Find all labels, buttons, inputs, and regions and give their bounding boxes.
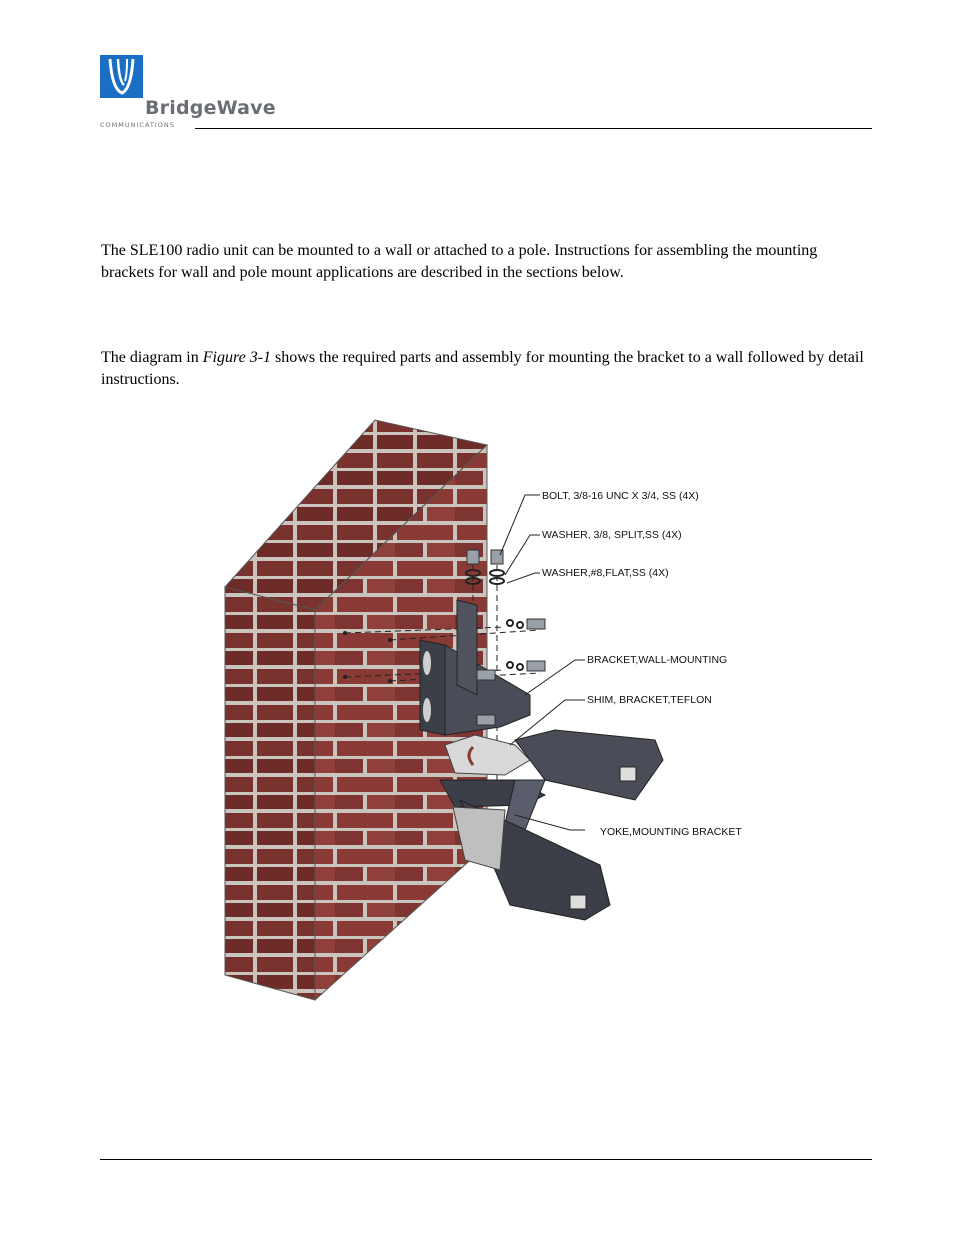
logo-mark-icon <box>100 55 143 98</box>
intro-paragraph: The SLE100 radio unit can be mounted to a wall or attached to a pole. Instructions for assembling the mounting brackets for wall and pole mount applications are described in the sections below. <box>101 242 818 281</box>
wall-mount-diagram <box>215 415 775 1005</box>
bolt-left <box>467 550 479 564</box>
footer-rule <box>100 1159 872 1160</box>
wall-front-face <box>225 587 315 1000</box>
logo-subtitle: COMMUNICATIONS <box>100 121 175 129</box>
figure-intro-paragraph <box>101 347 871 391</box>
wall-bracket-plate <box>420 640 445 735</box>
wall-bracket-upper <box>457 600 477 695</box>
callout-wall-bracket: BRACKET,WALL-MOUNTING <box>587 654 728 666</box>
callout-flat-washer: WASHER,#8,FLAT,SS (4X) <box>542 567 669 579</box>
callout-bolt: BOLT, 3/8-16 UNC X 3/4, SS (4X) <box>542 490 699 502</box>
callout-split-washer: WASHER, 3/8, SPLIT,SS (4X) <box>542 529 682 541</box>
wall-mount-assembly-figure <box>215 415 775 1005</box>
header-rule <box>195 128 872 129</box>
figure-reference-link[interactable]: Figure 3-1 <box>202 349 272 366</box>
callout-yoke: YOKE,MOUNTING BRACKET <box>600 826 742 838</box>
paragraph-text-before: The diagram in <box>101 349 203 366</box>
bridgewave-logo <box>100 55 276 130</box>
callout-teflon-shim: SHIM, BRACKET,TEFLON <box>587 694 712 706</box>
logo-name: BridgeWave <box>145 97 276 119</box>
paragraph-text-after: shows the required parts and assembly for mounting the bracket to a wall followed by detail instructions. <box>101 349 864 388</box>
